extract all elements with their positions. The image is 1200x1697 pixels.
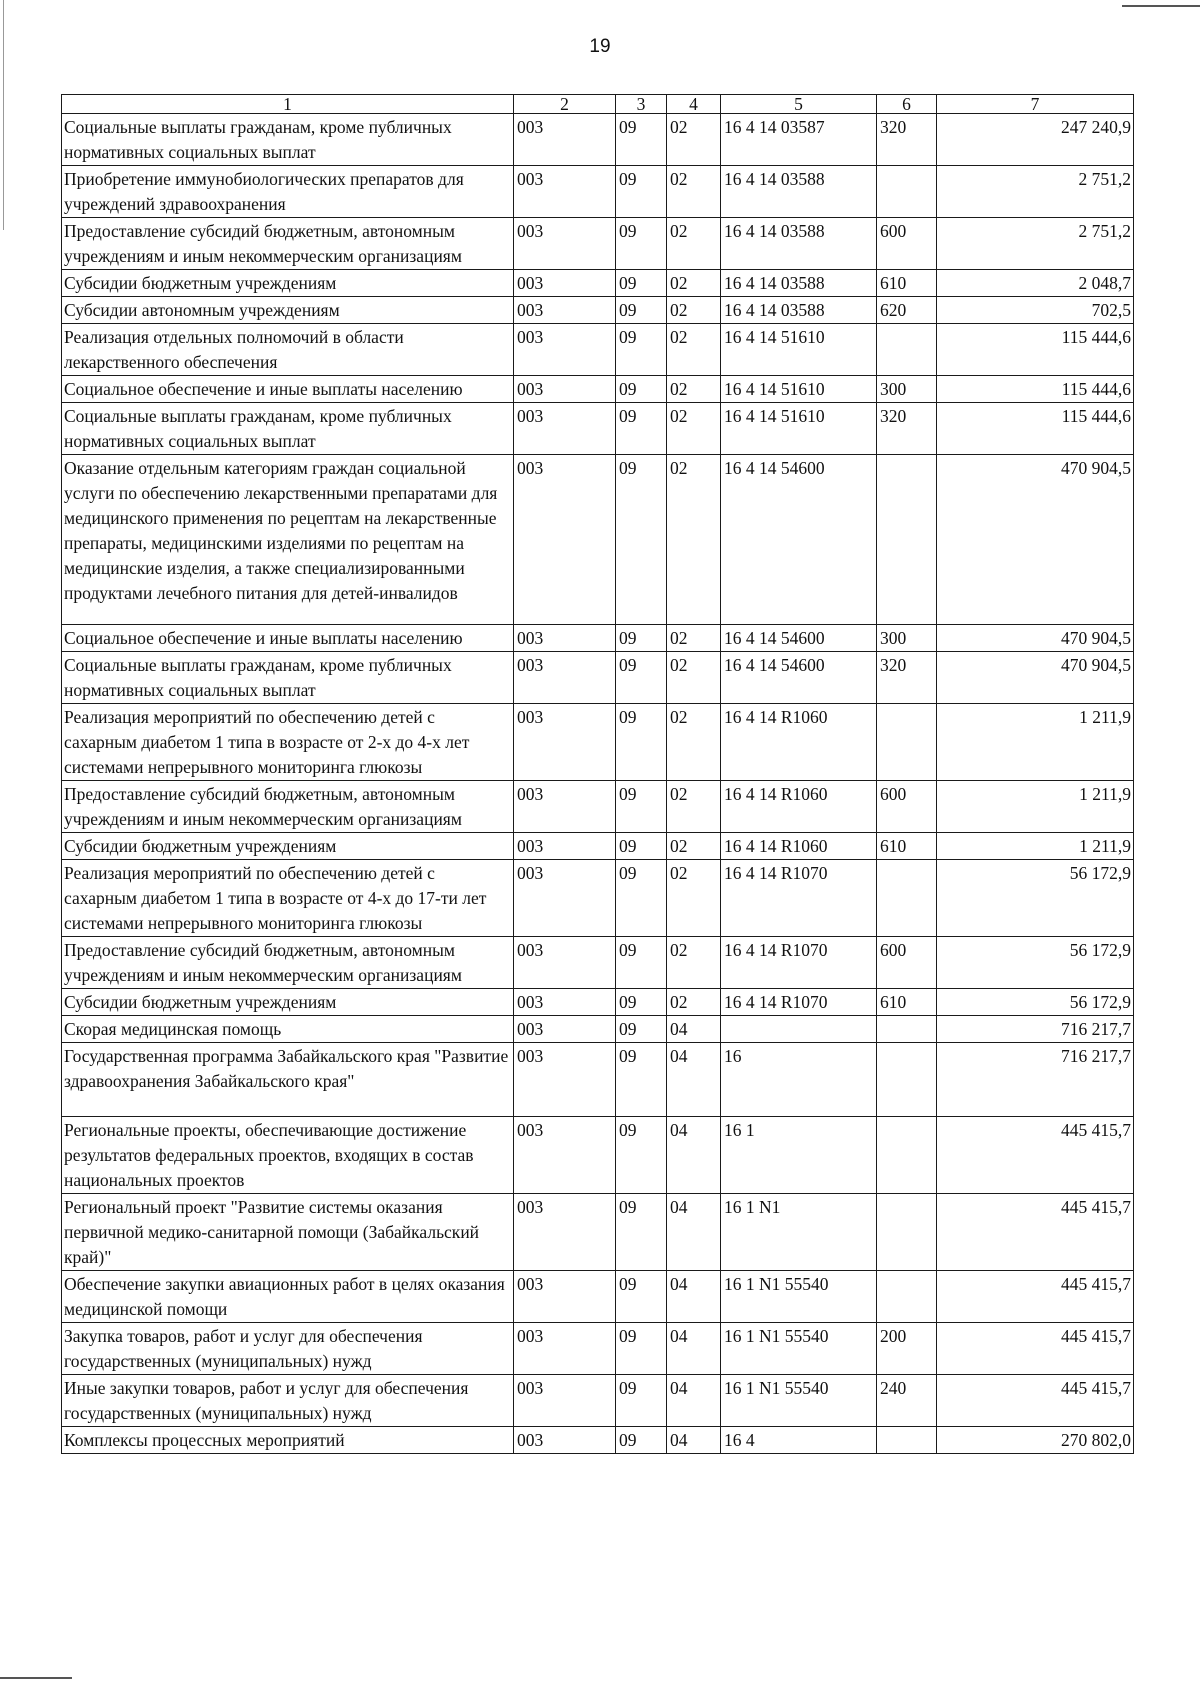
column-header: 4 [667, 95, 721, 114]
table-row [62, 781, 1134, 833]
row-code-cell: 003 [514, 1427, 616, 1454]
table-row [62, 270, 1134, 297]
table-row [62, 324, 1134, 376]
row-section-cell: 09 [616, 1375, 667, 1427]
row-expense-type-cell: 200 [877, 1323, 937, 1375]
row-section-cell: 09 [616, 1323, 667, 1375]
row-name-cell: Субсидии автономным учреждениям [62, 297, 514, 324]
row-section-cell: 09 [616, 455, 667, 625]
row-amount-cell: 1 211,9 [937, 704, 1134, 781]
row-code-cell: 003 [514, 1375, 616, 1427]
row-target-code-cell: 16 4 14 03588 [721, 166, 877, 218]
row-code-cell: 003 [514, 297, 616, 324]
table-row [62, 166, 1134, 218]
table-row [62, 1427, 1134, 1454]
table-row [62, 218, 1134, 270]
row-name-cell: Субсидии бюджетным учреждениям [62, 270, 514, 297]
row-subsection-cell: 02 [667, 704, 721, 781]
row-subsection-cell: 04 [667, 1043, 721, 1117]
row-amount-cell: 1 211,9 [937, 833, 1134, 860]
table-row [62, 1117, 1134, 1194]
row-section-cell: 09 [616, 989, 667, 1016]
row-expense-type-cell: 610 [877, 989, 937, 1016]
table-row [62, 1375, 1134, 1427]
row-name-cell: Субсидии бюджетным учреждениям [62, 989, 514, 1016]
row-target-code-cell: 16 4 [721, 1427, 877, 1454]
row-amount-cell: 2 751,2 [937, 218, 1134, 270]
table-row [62, 114, 1134, 166]
row-subsection-cell: 04 [667, 1016, 721, 1043]
row-code-cell: 003 [514, 937, 616, 989]
table-row [62, 625, 1134, 652]
row-code-cell: 003 [514, 1016, 616, 1043]
row-expense-type-cell: 600 [877, 937, 937, 989]
row-target-code-cell: 16 1 N1 [721, 1194, 877, 1271]
row-expense-type-cell [877, 860, 937, 937]
table-row [62, 652, 1134, 704]
row-amount-cell: 445 415,7 [937, 1271, 1134, 1323]
row-subsection-cell: 02 [667, 376, 721, 403]
row-subsection-cell: 02 [667, 297, 721, 324]
row-amount-cell: 470 904,5 [937, 455, 1134, 625]
row-expense-type-cell [877, 166, 937, 218]
row-section-cell: 09 [616, 833, 667, 860]
page-number: 19 [589, 36, 611, 57]
row-amount-cell: 56 172,9 [937, 860, 1134, 937]
row-amount-cell: 247 240,9 [937, 114, 1134, 166]
row-amount-cell: 445 415,7 [937, 1117, 1134, 1194]
row-subsection-cell: 02 [667, 324, 721, 376]
row-code-cell: 003 [514, 781, 616, 833]
table-row [62, 455, 1134, 625]
row-amount-cell: 445 415,7 [937, 1375, 1134, 1427]
row-amount-cell: 56 172,9 [937, 989, 1134, 1016]
row-target-code-cell: 16 4 14 R1060 [721, 833, 877, 860]
row-subsection-cell: 02 [667, 218, 721, 270]
row-name-cell: Региональный проект "Развитие системы оказания первичной медико-санитарной помощи (Забайкальский край)" [62, 1194, 514, 1271]
row-amount-cell: 702,5 [937, 297, 1134, 324]
row-amount-cell: 2 048,7 [937, 270, 1134, 297]
row-code-cell: 003 [514, 625, 616, 652]
row-code-cell: 003 [514, 989, 616, 1016]
row-target-code-cell: 16 4 14 R1070 [721, 937, 877, 989]
row-subsection-cell: 04 [667, 1323, 721, 1375]
table-row [62, 403, 1134, 455]
row-target-code-cell: 16 4 14 54600 [721, 625, 877, 652]
row-section-cell: 09 [616, 270, 667, 297]
table-row [62, 376, 1134, 403]
row-target-code-cell: 16 4 14 03588 [721, 297, 877, 324]
table-row [62, 1323, 1134, 1375]
row-expense-type-cell: 240 [877, 1375, 937, 1427]
row-code-cell: 003 [514, 1117, 616, 1194]
row-target-code-cell: 16 4 14 R1060 [721, 704, 877, 781]
row-section-cell: 09 [616, 403, 667, 455]
row-code-cell: 003 [514, 1271, 616, 1323]
row-name-cell: Социальные выплаты гражданам, кроме публичных нормативных социальных выплат [62, 114, 514, 166]
row-code-cell: 003 [514, 704, 616, 781]
row-target-code-cell: 16 1 N1 55540 [721, 1323, 877, 1375]
row-section-cell: 09 [616, 324, 667, 376]
row-target-code-cell: 16 1 N1 55540 [721, 1375, 877, 1427]
row-subsection-cell: 04 [667, 1194, 721, 1271]
row-name-cell: Предоставление субсидий бюджетным, автономным учреждениям и иным некоммерческим организациям [62, 218, 514, 270]
row-target-code-cell: 16 4 14 51610 [721, 403, 877, 455]
row-amount-cell: 2 751,2 [937, 166, 1134, 218]
row-code-cell: 003 [514, 166, 616, 218]
row-subsection-cell: 04 [667, 1375, 721, 1427]
row-name-cell: Социальное обеспечение и иные выплаты населению [62, 376, 514, 403]
row-expense-type-cell [877, 1016, 937, 1043]
budget-table [61, 94, 1134, 1454]
row-code-cell: 003 [514, 114, 616, 166]
row-expense-type-cell: 610 [877, 270, 937, 297]
row-code-cell: 003 [514, 455, 616, 625]
row-code-cell: 003 [514, 833, 616, 860]
row-expense-type-cell [877, 1117, 937, 1194]
row-target-code-cell: 16 4 14 51610 [721, 324, 877, 376]
row-expense-type-cell [877, 704, 937, 781]
row-amount-cell: 470 904,5 [937, 625, 1134, 652]
row-amount-cell: 470 904,5 [937, 652, 1134, 704]
table-row [62, 989, 1134, 1016]
row-code-cell: 003 [514, 652, 616, 704]
row-section-cell: 09 [616, 114, 667, 166]
table-header-row [62, 95, 1134, 114]
table-row [62, 1016, 1134, 1043]
row-name-cell: Социальные выплаты гражданам, кроме публичных нормативных социальных выплат [62, 652, 514, 704]
row-subsection-cell: 02 [667, 114, 721, 166]
row-name-cell: Предоставление субсидий бюджетным, автономным учреждениям и иным некоммерческим организациям [62, 937, 514, 989]
row-section-cell: 09 [616, 218, 667, 270]
row-name-cell: Социальные выплаты гражданам, кроме публичных нормативных социальных выплат [62, 403, 514, 455]
row-amount-cell: 115 444,6 [937, 324, 1134, 376]
row-name-cell: Предоставление субсидий бюджетным, автономным учреждениям и иным некоммерческим организациям [62, 781, 514, 833]
table-row [62, 833, 1134, 860]
row-code-cell: 003 [514, 403, 616, 455]
table-row [62, 937, 1134, 989]
row-subsection-cell: 02 [667, 403, 721, 455]
row-expense-type-cell: 320 [877, 652, 937, 704]
row-section-cell: 09 [616, 1271, 667, 1323]
table-row [62, 1271, 1134, 1323]
row-name-cell: Региональные проекты, обеспечивающие достижение результатов федеральных проектов, входящих в состав национальных проектов [62, 1117, 514, 1194]
row-expense-type-cell: 320 [877, 114, 937, 166]
row-section-cell: 09 [616, 860, 667, 937]
row-expense-type-cell [877, 1043, 937, 1117]
row-section-cell: 09 [616, 376, 667, 403]
row-amount-cell: 270 802,0 [937, 1427, 1134, 1454]
row-name-cell: Приобретение иммунобиологических препаратов для учреждений здравоохранения [62, 166, 514, 218]
row-expense-type-cell: 600 [877, 218, 937, 270]
row-amount-cell: 445 415,7 [937, 1194, 1134, 1271]
row-section-cell: 09 [616, 704, 667, 781]
table-row [62, 297, 1134, 324]
row-amount-cell: 445 415,7 [937, 1323, 1134, 1375]
table-row [62, 860, 1134, 937]
row-expense-type-cell [877, 1427, 937, 1454]
row-name-cell: Реализация мероприятий по обеспечению детей с сахарным диабетом 1 типа в возрасте от 2-х до 4-х лет системами непрерывного мониторинга глюкозы [62, 704, 514, 781]
row-amount-cell: 716 217,7 [937, 1016, 1134, 1043]
row-section-cell: 09 [616, 1117, 667, 1194]
column-header: 1 [62, 95, 514, 114]
row-subsection-cell: 02 [667, 270, 721, 297]
row-section-cell: 09 [616, 625, 667, 652]
row-code-cell: 003 [514, 218, 616, 270]
row-target-code-cell: 16 4 14 54600 [721, 455, 877, 625]
column-header: 5 [721, 95, 877, 114]
column-header: 6 [877, 95, 937, 114]
table-row [62, 1043, 1134, 1117]
row-subsection-cell: 02 [667, 833, 721, 860]
scan-edge-mark [0, 1677, 72, 1679]
table-row [62, 704, 1134, 781]
table-row [62, 1194, 1134, 1271]
row-name-cell: Социальное обеспечение и иные выплаты населению [62, 625, 514, 652]
row-expense-type-cell: 320 [877, 403, 937, 455]
row-subsection-cell: 02 [667, 455, 721, 625]
row-expense-type-cell: 600 [877, 781, 937, 833]
row-section-cell: 09 [616, 1043, 667, 1117]
row-name-cell: Реализация отдельных полномочий в области лекарственного обеспечения [62, 324, 514, 376]
row-amount-cell: 1 211,9 [937, 781, 1134, 833]
row-subsection-cell: 04 [667, 1117, 721, 1194]
row-target-code-cell: 16 [721, 1043, 877, 1117]
row-target-code-cell: 16 4 14 03587 [721, 114, 877, 166]
row-name-cell: Оказание отдельным категориям граждан социальной услуги по обеспечению лекарственными препаратами для медицинского применения по рецептам на лекарственные препараты, медицинскими изделиями по рецептам на медицинские изделия, а также специализированными продуктами лечебного питания для детей-инвалидов [62, 455, 514, 625]
row-section-cell: 09 [616, 1427, 667, 1454]
row-expense-type-cell: 300 [877, 376, 937, 403]
row-code-cell: 003 [514, 324, 616, 376]
row-name-cell: Реализация мероприятий по обеспечению детей с сахарным диабетом 1 типа в возрасте от 4-х до 17-ти лет системами непрерывного мониторинга глюкозы [62, 860, 514, 937]
row-section-cell: 09 [616, 297, 667, 324]
column-header: 2 [514, 95, 616, 114]
row-target-code-cell: 16 4 14 54600 [721, 652, 877, 704]
row-section-cell: 09 [616, 1194, 667, 1271]
row-name-cell: Иные закупки товаров, работ и услуг для обеспечения государственных (муниципальных) нужд [62, 1375, 514, 1427]
row-subsection-cell: 04 [667, 1427, 721, 1454]
row-subsection-cell: 02 [667, 652, 721, 704]
row-name-cell: Комплексы процессных мероприятий [62, 1427, 514, 1454]
row-target-code-cell: 16 1 N1 55540 [721, 1271, 877, 1323]
row-target-code-cell: 16 4 14 R1060 [721, 781, 877, 833]
row-amount-cell: 115 444,6 [937, 403, 1134, 455]
row-amount-cell: 716 217,7 [937, 1043, 1134, 1117]
row-expense-type-cell [877, 1271, 937, 1323]
row-code-cell: 003 [514, 1043, 616, 1117]
row-target-code-cell: 16 4 14 R1070 [721, 989, 877, 1016]
row-subsection-cell: 02 [667, 860, 721, 937]
row-code-cell: 003 [514, 1323, 616, 1375]
row-target-code-cell: 16 4 14 51610 [721, 376, 877, 403]
row-section-cell: 09 [616, 937, 667, 989]
row-target-code-cell: 16 1 [721, 1117, 877, 1194]
row-name-cell: Скорая медицинская помощь [62, 1016, 514, 1043]
row-code-cell: 003 [514, 860, 616, 937]
row-subsection-cell: 02 [667, 937, 721, 989]
row-section-cell: 09 [616, 652, 667, 704]
row-section-cell: 09 [616, 1016, 667, 1043]
row-code-cell: 003 [514, 1194, 616, 1271]
row-target-code-cell [721, 1016, 877, 1043]
row-subsection-cell: 02 [667, 166, 721, 218]
row-target-code-cell: 16 4 14 03588 [721, 218, 877, 270]
row-name-cell: Государственная программа Забайкальского края "Развитие здравоохранения Забайкальского края" [62, 1043, 514, 1117]
row-name-cell: Обеспечение закупки авиационных работ в целях оказания медицинской помощи [62, 1271, 514, 1323]
row-code-cell: 003 [514, 270, 616, 297]
row-amount-cell: 115 444,6 [937, 376, 1134, 403]
row-expense-type-cell [877, 455, 937, 625]
row-subsection-cell: 02 [667, 781, 721, 833]
row-section-cell: 09 [616, 781, 667, 833]
row-name-cell: Субсидии бюджетным учреждениям [62, 833, 514, 860]
row-expense-type-cell [877, 1194, 937, 1271]
row-expense-type-cell: 300 [877, 625, 937, 652]
row-subsection-cell: 02 [667, 989, 721, 1016]
row-expense-type-cell: 620 [877, 297, 937, 324]
row-subsection-cell: 04 [667, 1271, 721, 1323]
row-name-cell: Закупка товаров, работ и услуг для обеспечения государственных (муниципальных) нужд [62, 1323, 514, 1375]
row-section-cell: 09 [616, 166, 667, 218]
scan-edge-mark [3, 0, 4, 230]
row-expense-type-cell: 610 [877, 833, 937, 860]
row-subsection-cell: 02 [667, 625, 721, 652]
column-header: 3 [616, 95, 667, 114]
row-code-cell: 003 [514, 376, 616, 403]
row-amount-cell: 56 172,9 [937, 937, 1134, 989]
row-target-code-cell: 16 4 14 R1070 [721, 860, 877, 937]
scan-edge-mark [1122, 5, 1200, 7]
table-body [62, 114, 1134, 1454]
row-expense-type-cell [877, 324, 937, 376]
row-target-code-cell: 16 4 14 03588 [721, 270, 877, 297]
column-header: 7 [937, 95, 1134, 114]
